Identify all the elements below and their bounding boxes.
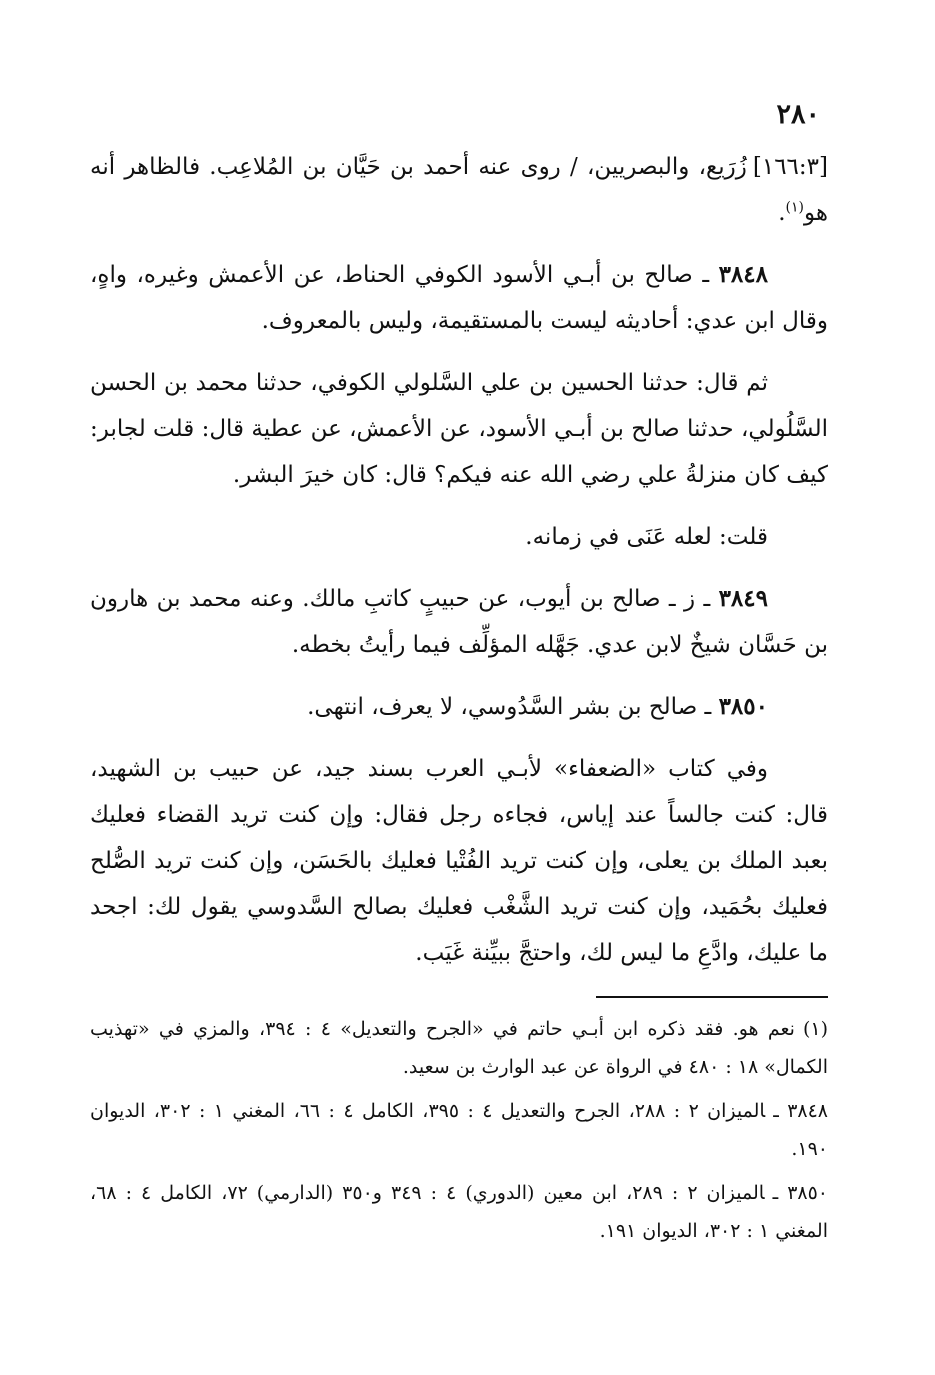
paragraph-text: وفي كتاب «الضعفاء» لأبـي العرب بسند جيد، عن حبيب بن الشهيد، قال: كنت جالساً عند إياس، فجاءه رجل فقال: وإن كنت تريد القضاء فعليك بعبد الملك بن يعلى، وإن كنت تريد الفُتْيا فعليك بالحَسَن، وإن كنت تريد الصُّلح فعليك بحُمَيد، وإن كنت تريد الشَّغْب فعليك بصالح السَّدوسي يقول لك: اجحد ما عليك، وادَّعِ ما ليس لك، واحتجَّ ببيِّنة غَيَب. xyxy=(90,756,828,966)
paragraph-text: قلت: لعله عَنَى في زمانه. xyxy=(525,524,768,550)
entry-3848 xyxy=(90,252,828,344)
book-page xyxy=(90,100,828,1256)
paragraph-text: زُرَيع، والبصريين، / روى عنه أحمد بن حَيَّان بن المُلاعِب. فالظاهر أنه هو xyxy=(90,154,828,226)
paragraph-quote xyxy=(90,746,828,976)
entry-3849 xyxy=(90,576,828,668)
entry-number: ٣٨٤٩ xyxy=(718,585,768,612)
page-number: ٢٨٠ xyxy=(776,99,820,130)
footnote-label: ٣٨٥٠ ـ xyxy=(772,1182,829,1204)
footnote-3848 xyxy=(90,1092,828,1168)
footnote-1 xyxy=(90,1010,828,1086)
paragraph-continuation xyxy=(90,144,828,236)
paragraph-narration xyxy=(90,360,828,498)
entry-3850 xyxy=(90,684,828,730)
footnote-text: نعم هو. فقد ذكره ابن أبـي حاتم في «الجرح والتعديل» ٤ : ٣٩٤، والمزي في «تهذيب الكمال» ١٨ : ٤٨٠ في الرواة عن عبد الوارث بن سعيد. xyxy=(90,1018,828,1078)
footnote-reference: (١) xyxy=(785,199,804,216)
footnote-3850 xyxy=(90,1174,828,1250)
footnote-label: (١) xyxy=(802,1018,828,1040)
entry-text: ـ صالح بن أبـي الأسود الكوفي الحناط، عن الأعمش وغيره، واهٍ، وقال ابن عدي: أحاديثه ليست بالمستقيمة، وليس بالمعروف. xyxy=(90,262,828,334)
footnote-divider xyxy=(596,996,828,998)
entry-text: ـ ز ـ صالح بن أيوب، عن حبيبٍ كاتبِ مالك. وعنه محمد بن هارون بن حَسَّان شيخٌ لابن عدي. جَهَّله المؤلِّف فيما رأيتُ بخطه. xyxy=(90,586,828,658)
footnote-label: ٣٨٤٨ ـ xyxy=(773,1100,829,1122)
paragraph-end: . xyxy=(778,200,786,226)
page-marker: [١٦٦:٣] xyxy=(752,154,828,180)
entry-number: ٣٨٤٨ xyxy=(718,261,768,288)
footnote-text: الميزان ٢ : ٢٨٨، الجرح والتعديل ٤ : ٣٩٥، الكامل ٤ : ٦٦، المغني ١ : ٣٠٢، الديوان ١٩٠. xyxy=(90,1100,828,1160)
paragraph-text: ثم قال: حدثنا الحسين بن علي السَّلولي الكوفي، حدثنا محمد بن الحسن السَّلُولي، حدثنا صالح بن أبـي الأسود، عن الأعمش، عن عطية قال: قلت لجابر: كيف كان منزلةُ علي رضي الله عنه فيكم؟ قال: كان خيرَ البشر. xyxy=(90,370,828,488)
footnote-text: الميزان ٢ : ٢٨٩، ابن معين (الدوري) ٤ : ٣٤٩ و٣٥٠ (الدارمي) ٧٢، الكامل ٤ : ٦٨، المغني ١ : ٣٠٢، الديوان ١٩١. xyxy=(90,1182,828,1242)
entry-text: ـ صالح بن بشر السَّدُوسي، لا يعرف، انتهى. xyxy=(307,694,719,720)
paragraph-comment xyxy=(90,514,828,560)
entry-number: ٣٨٥٠ xyxy=(718,693,768,720)
